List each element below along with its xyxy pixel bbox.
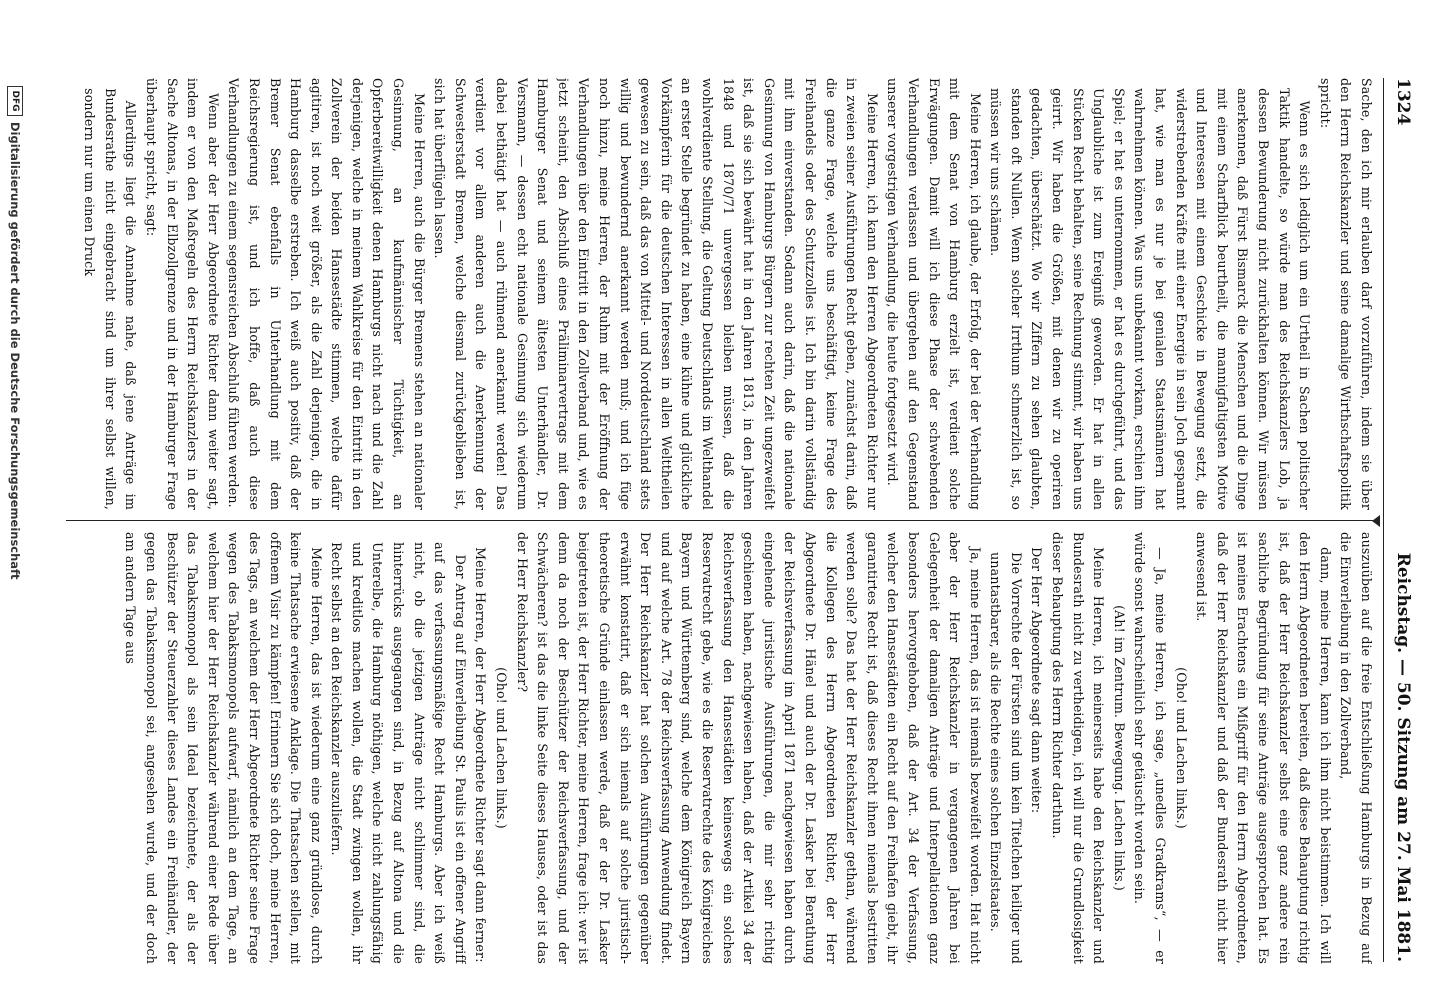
dfg-logo-icon: DFG xyxy=(7,86,23,116)
paragraph: Allerdings liegt die Annahme nahe, daß jene Anträge im Bundesrathe nicht eingebracht sind um ihrer selbst willen, sondern nur um einen Druck xyxy=(82,88,139,510)
stage-direction: (Ah! im Zentrum. Bewegung. Lachen links.) xyxy=(1111,605,1127,891)
paragraph: Meine Herren, das ist wiederum eine ganz gründlose, durch keine Thatsache erwiesene Anklage. Die Thatsachen stellen, mit offenem Visir zu kämpfen! Erinnern Sie sich doch, meine Herren, des Tags, an welchem der Herr Abgeordnete Richter seine Frage wegen des Tabaksmonopols aufwarf, nämlich an dem Tage, an welchem hier der Herr Reichskanzler während einer Rede über das Tabaksmonopol als sein Ideal bezeichnete, der als der Beschützer der Steuerzahler dieses Landes ein Freihändler, der gegen das Tabaksmonopol sei, angesehen wurde, und der doch am andern Tage aus xyxy=(123,532,324,964)
stage-direction: (Oho! und Lachen links.) xyxy=(494,667,510,829)
stage-direction: (Oho! und Lachen links.) xyxy=(1173,667,1189,829)
paragraph: Meine Herren, ich meinerseits habe den Reichskanzler und Bundesrath nicht zu vertheidigen, ich will nur die Grundlosigkeit dieser Behauptung des Herrn Richter darthun. xyxy=(1050,532,1107,964)
paragraph: auszuüben auf die freie Entschließung Hamburgs in Bezug auf die Einverleibung in den Zollverband, xyxy=(1338,532,1374,964)
paragraph: dann, meine Herren, kann ich ihm nicht beistimmen. Ich will den Herrn Abgeordneten bereiten, daß diese Behauptung richtig ist, daß der Herr Reichskanzler selbst eine ganz andere rein sachliche Begründung für seine Anträge ausgesprochen hat. Es ist meines Erachtens ein Mißgriff für den Herrn Abgeordneten, daß der Herr Reichskanzler und daß der Bundesrath nicht hier anwesend ist. xyxy=(1194,532,1333,964)
paragraph: Wenn aber der Herr Abgeordnete Richter dann weiter sagt, indem er von den Maßregeln des Herrn Reichskanzlers in der Sache Altonas, in der Elbzollgrenze und in der Hamburger Frage überhaupt spricht, sagt: xyxy=(143,78,221,510)
page-title: Reichstag. — 50. Sitzung am 27. Mai 1881. xyxy=(1393,552,1413,962)
paragraph: — Ja, meine Herren, ich sage, „unedles Gradkrams“, — er würde sonst wahrscheinlich sehr getäuscht worden sein. xyxy=(1132,532,1169,964)
footer-credit: Digitalisierung gefördert durch die Deutsche Forschungsgemeinschaft xyxy=(8,122,22,580)
paragraph: Meine Herren, der Herr Abgeordnete Richter sagt dann ferner: xyxy=(473,547,489,963)
paragraph: Der Antrag auf Einverleibung St. Paulis ist ein offener Angriff auf das verfassungsmäßige Recht Hamburgs. Aber ich weiß nicht, ob die jetzigen Anträge nicht schlimmer sind, die hinterrücks ausgegangen sind, in Bezug auf Altona und die Unterelbe, die Hamburg nöthigen, welche nicht zahlungsfähig und kreditlos machen wollen, die Stadt zwingen wollen, ihr Recht selbst an den Reichskanzler auszuliefern. xyxy=(329,542,468,964)
paragraph: Der Herr Abgeordnete sagt dann weiter: xyxy=(1029,547,1045,814)
paragraph: Die Vorrechte der Fürsten sind um kein Titelchen heiliger und unantastbarer, als die Rechte eines solchen Einzelstaates. xyxy=(988,552,1024,964)
page-footer xyxy=(5,86,25,986)
right-text-column xyxy=(66,532,1376,964)
paragraph: Meine Herren, auch die Bürger Bremens stehen an nationaler Gesinnung, an kaufmännischer Tüchtigkeit, an Opferbereitwilligkeit denen Hamburgs nicht nach und die Zahl derjenigen, welche in meinem Wahlkreise für den Eintritt in den Zollverein der beiden Hansestädte stimmen, welche dafür agitiren, ist noch weit größer, als die Zahl derjenigen, die in Hamburg dasselbe erstreben. Ich weiß auch positiv, daß der Bremer Senat ebenfalls in Unterhandlung mit dem Reichsregierung ist, und ich hoffe, daß auch diese Verhandlungen zu einem segensreichen Abschluß führen werden. xyxy=(226,78,427,510)
page-header xyxy=(1386,78,1420,962)
header-rule xyxy=(1383,78,1384,962)
paragraph: Meine Herren, ich kann den Herren Abgeordneten Richter nur in zweien seiner Ausführungen Recht geben, zunächst darin, daß die ganze Frage, welche uns beschäftigt, keine Frage des Freihandels oder des Schutzzolles ist. Ich bin darin vollständig mit ihm einverstanden. Sodann auch darin, daß die nationale Gesinnung von Hamburgs Bürgern zur rechten Zeit ungezweifelt ist, daß sie sich bewährt hat in den Jahren 1813, in den Jahren 1848 und 1870/71 unvergessen bleiben müssen, daß die wohlverdiente Stellung, die Geltung Deutschlands im Welthandel an erster Stelle begründet zu haben, eine kühne und glückliche Vorkämpferin für die deutschen Interessen in allen Welttheilen gewesen zu sein, daß das von Mittel- und Norddeutschland stets willig und bewundernd anerkannt werden muß; und ich füge noch hinzu, meine Herren, der Ruhm mit der Eröffnung der Verhandlungen über den Eintritt in den Zollverband und, wie es jetzt scheint, den Abschluß eines Präliminarvertrags mit dem Hamburger Senat und seinem ältesten Unterhändler, Dr. Versmann, — dessen echt nationale Gesinnung sich wiederum dabei bethätigt hat — auch rühmend anerkannt werden! Das verdient vor allem anderen auch die Anerkennung der Schwesterstadt Bremen, welche diesmal zurückgeblieben ist, sich hat überflügeln lassen. xyxy=(432,78,880,510)
page-number: 1324 xyxy=(1393,78,1413,126)
column-divider xyxy=(66,520,1376,521)
paragraph: Sache, den ich mir erlauben darf vorzuführen, indem sie über den Herrn Reichskanzler und seine damalige Wirthschaftspolitik spricht: xyxy=(1317,78,1374,510)
paragraph: Meine Herren, ich glaube, der Erfolg, der bei der Verhandlung mit dem Senat von Hamburg erzielt ist, verdient solche Erwägungen. Damit will ich diese Phase der schwebenden Verhandlungen verlassen und übergehen auf den Gegenstand unserer vorgestrigen Verhandlung, die heute fortgesetzt wird. xyxy=(885,78,983,510)
left-text-column xyxy=(66,78,1376,510)
paragraph: Wenn es sich lediglich um ein Urtheil in Sachen politischer Taktik handelte, so würde man des Reichskanzlers Lob, ja dessen Bewunderung nicht zurückhalten können. Wir müssen anerkennen, daß Fürst Bismarck die Menschen und die Dinge mit einem Scharfblick beurtheilt, die mannigfaltigsten Motive und Interessen mit einem Geschicke in Bewegung setzt, die widerstrebenden Kräfte mit einer Energie in sein Joch gespannt hat, wie man es nur je bei genialen Staatsmännern hat wahrnehmen können. Was uns unbekannt vorkam, erschien ihm Spiel; er hat es unternommen, er hat es durchgeführt, und das Unglaubliche ist zum Ereigniß geworden. Er hat in allen Stücken Recht behalten, seine Rechnung stimmt, wir haben uns geirrt. Wir haben die Größen, mit denen wir zu operiren gedachten, überschätzt. Wo wir Ziffern zu sehen glaubten, standen oft Nullen. Wenn solcher Irrthum schmerzlich ist, so müssen wir uns schämen. xyxy=(988,88,1313,510)
paragraph: Ja, meine Herren, das ist niemals bezweifelt worden. Hat nicht aber der Herr Reichskanzler in vergangenen Jahren bei Gelegenheit der damaligen Anträge und Interpellationen ganz besonders hervorgehoben, daß der Art. 34 der Verfassung, welcher den Hansestädten ein Recht auf den Freihafen giebt, ihr garantirtes Recht ist, daß dieses Recht ihnen niemals bestritten werden solle? Das hat der Herr Reichskanzler gethan, während die Kollegen des Herrn Abgeordneten Richter, der Herr Abgeordnete Dr. Hänel und auch der Dr. Lasker bei Berathung der Reichsverfassung im April 1871 nachgewiesen haben durch eingehende juristische Ausführungen, die mir sehr richtig geschienen haben, nachgewiesen haben, daß der Artikel 34 der Reichsverfassung den Hansestädten keineswegs ein solches Reservatrecht gebe, wie es die Reservatrechte des Königreiches Bayern und Württemberg sind, welche dem Königreich Bayern und auf welche Art. 78 der Reichsverfassung Anwendung findet. Der Herr Reichskanzler hat solchen Ausführungen gegenüber erwähnt konstatirt, daß er sich niemals auf solche juristisch-theoretische Gründe einlassen werde, daß er der Dr. Lasker beigetreten ist, der Herr Richter, meine Herren, frage ich: wer ist denn da noch der Beschützer der Reichsverfassung, und der Schwächeren? ist das die linke Seite dieses Hauses, oder ist das der Herr Reichskanzler? xyxy=(514,532,983,964)
